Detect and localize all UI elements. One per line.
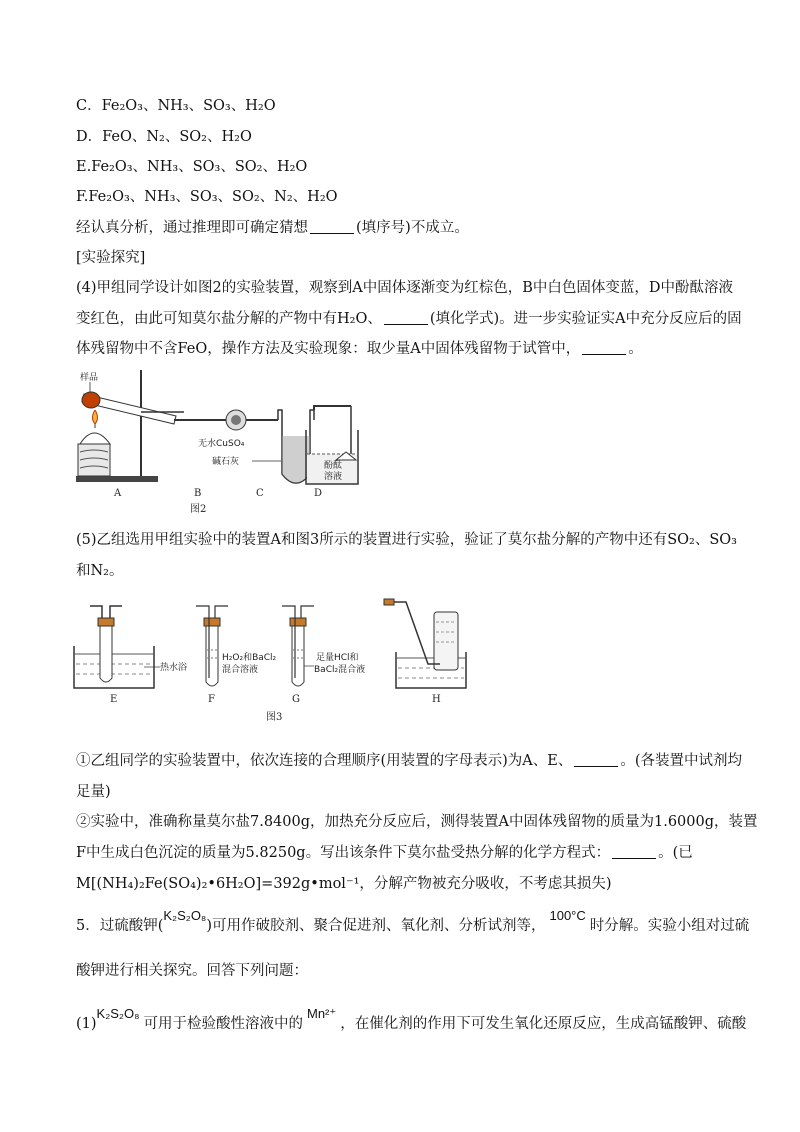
q4-line-3 [76,339,643,359]
g-reagent-2: BaCl₂混合液 [314,665,366,675]
sub1-line-1 [76,751,742,771]
test-tube-f [206,622,218,686]
q4-text-end: (填化学式)。进一步实验证实A中充分反应后的固 [429,311,742,327]
outlet-g [301,606,314,618]
soda-lime-label: 碱石灰 [212,457,240,467]
analysis-text-end: (填序号)不成立。 [356,220,469,236]
formula-k2s2o8-2: K₂S₂O₈ [96,1006,140,1021]
test-tube-e [100,622,112,682]
cuso4-powder [231,415,241,425]
alcohol-lamp [80,433,110,444]
figure-3-caption: 图3 [266,712,283,723]
temperature-value: 100°C [549,908,586,923]
phenol-label-1: 酚酞 [324,461,343,471]
figure-2-caption: 图2 [190,504,207,514]
analysis-line [76,218,469,238]
q5-main-line-1 [76,908,750,936]
answer-blank [612,844,656,859]
hot-bath-label: 热水浴 [160,663,188,673]
sub1-text: ①乙组同学的实验装置中，依次连接的合理顺序(用装置的字母表示)为A、E、 [76,753,573,769]
q5-line-2: 和N₂。 [76,563,124,579]
outlet-f [215,606,228,618]
option-f: F.Fe₂O₃、NH₃、SO₃、SO₂、N₂、H₂O [76,189,338,205]
q5-prefix: 5．过硫酸钾( [76,918,164,934]
label-c: C [256,488,264,499]
q5-mid: )可用作破胶剂、聚合促进剂、氧化剂、分析试剂等， [206,918,546,934]
q5-line-1: (5)乙组选用甲组实验中的装置A和图3所示的装置进行实验，验证了莫尔盐分解的产物中还有SO₂、SO₃ [76,532,737,548]
sub2-line-2 [76,843,693,863]
q4-line-2 [76,309,742,329]
sample-powder [82,392,100,408]
option-e: E.Fe₂O₃、NH₃、SO₃、SO₂、H₂O [76,159,308,175]
answer-blank [582,340,626,355]
q5-1-after: ，在催化剂的作用下可发生氧化还原反应，生成高锰酸钾、硫酸 [340,1016,747,1032]
stopper-f [204,618,220,626]
label-f: F [208,694,215,705]
figure-3-apparatus [66,588,486,726]
test-tube-g [292,622,304,686]
sub1-line-2: 足量) [76,784,111,800]
q5-after: 时分解。实验小组对过硫 [589,918,750,934]
label-e: E [110,694,118,705]
delivery-tube [384,602,440,664]
label-h: H [432,694,441,705]
label-a: A [114,488,122,499]
f-reagent-1: H₂O₂和BaCl₂ [222,653,277,663]
option-d: D．FeO、N₂、SO₂、H₂O [76,129,252,145]
section-heading: [实验探究] [76,250,146,266]
option-c: C．Fe₂O₃、NH₃、SO₃、H₂O [76,98,276,114]
sample-label: 样品 [80,373,99,383]
q4-line-1: (4)甲组同学设计如图2的实验装置，观察到A中固体逐渐变为红棕色，B中白色固体变蓝，D中酚酞溶液 [76,280,734,296]
sub1-text-end: 。(各装置中试剂均 [620,753,743,769]
water-bath-e [74,646,154,688]
collection-bottle [434,612,458,670]
formula-k2s2o8: K₂S₂O₈ [163,908,207,923]
q5-main-line-2: 酸钾进行相关探究。回答下列问题： [76,963,308,979]
stopper-g [290,618,306,626]
q4-text: 变红色，由此可知莫尔盐分解的产物中有H₂O、 [76,311,382,327]
q5-1-mid: 可用于检验酸性溶液中的 [143,1016,303,1032]
q5-1-prefix: (1) [76,1016,97,1032]
answer-blank [384,310,428,325]
wood-block [78,444,110,476]
label-g: G [292,694,300,705]
tubes-e [90,606,122,618]
tube-connector-h [384,599,394,605]
answer-blank [574,752,618,767]
q4-text: 体残留物中不含FeO，操作方法及实验现象：取少量A中固体残留物于试管中， [76,341,581,357]
stopper-e [98,618,114,626]
answer-blank [310,219,354,234]
stand-base [76,476,158,482]
cuso4-label: 无水CuSO₄ [198,439,245,449]
q5-1-line-1 [76,1006,747,1034]
tube-to-d [314,406,351,410]
analysis-text: 经认真分析，通过推理即可确定猜想 [76,220,308,236]
figure-2-apparatus [66,366,366,514]
sub2-text: F中生成白色沉淀的质量为5.8250g。写出该条件下莫尔盐受热分解的化学方程式： [76,845,611,861]
flame-icon [93,410,98,424]
g-reagent-1: 足量HCl和 [316,653,359,663]
q4-text-end: 。 [628,341,643,357]
phenol-label-2: 溶液 [324,472,343,482]
sub2-text-end: 。(已 [658,845,693,861]
ion-mn2: Mn²⁺ [306,1006,337,1021]
sub2-line-3: M[(NH₄)₂Fe(SO₄)₂•6H₂O]=392g•mol⁻¹，分解产物被充分吸收，不考虑其损失) [76,876,612,892]
label-d: D [314,488,323,499]
label-b: B [194,488,202,499]
sub2-line-1: ②实验中，准确称量莫尔盐7.8400g，加热充分反应后，测得装置A中固体残留物的质量为1.6000g，装置 [76,814,758,830]
f-reagent-2: 混合溶液 [222,665,259,675]
